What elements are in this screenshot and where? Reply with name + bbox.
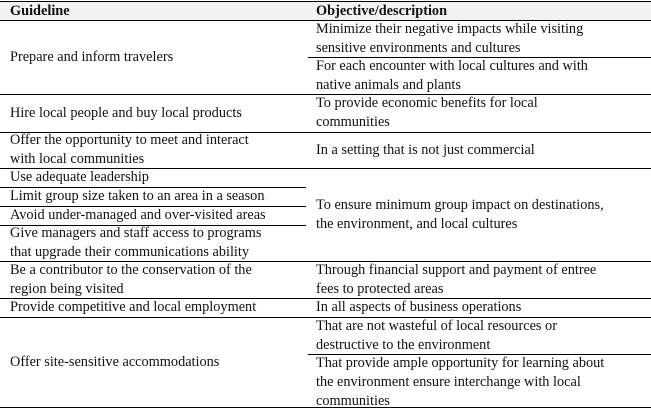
objective-line: the environment ensure interchange with local — [316, 374, 581, 390]
guideline-cell — [10, 224, 261, 262]
objective-line: communities — [316, 393, 390, 409]
guideline-cell: Avoid under-managed and over-visited areas — [10, 207, 266, 223]
objective-line: Through financial support and payment of entree — [316, 262, 597, 278]
objective-cell — [316, 261, 596, 299]
objective-line: To ensure minimum group impact on destinations, — [316, 197, 604, 213]
guideline-cell — [10, 261, 252, 299]
objective-line: To provide economic benefits for local — [316, 95, 538, 111]
guideline-line: that upgrade their communications ability — [10, 244, 250, 260]
objective-cell — [316, 354, 604, 411]
objective-line: Minimize their negative impacts while visiting — [316, 21, 584, 37]
guideline-cell: Use adequate leadership — [10, 169, 149, 185]
guideline-line: Be a contributor to the conservation of the — [10, 262, 252, 278]
objective-line: For each encounter with local cultures and with — [316, 58, 588, 74]
objective-cell — [316, 57, 588, 95]
objective-cell — [316, 196, 604, 234]
objective-line: fees to protected areas — [316, 281, 444, 297]
guideline-line: Offer the opportunity to meet and interact — [10, 132, 249, 148]
objective-cell — [316, 317, 557, 355]
column-header-objective: Objective/description — [316, 3, 448, 19]
guideline-cell: Offer site-sensitive accommodations — [10, 354, 220, 370]
objective-cell: In a setting that is not just commercial — [316, 142, 535, 158]
column-header-guideline: Guideline — [10, 3, 70, 19]
objective-line: destructive to the environment — [316, 337, 491, 353]
guideline-cell: Prepare and inform travelers — [10, 49, 174, 65]
objective-line: communities — [316, 114, 390, 130]
objective-line: That provide ample opportunity for learning about — [316, 355, 605, 371]
objective-cell — [316, 94, 538, 132]
objective-line: the environment, and local cultures — [316, 216, 518, 232]
objective-cell — [316, 20, 583, 58]
guideline-line: Give managers and staff access to programs — [10, 225, 262, 241]
objective-line: native animals and plants — [316, 77, 461, 93]
guideline-line: with local communities — [10, 151, 145, 167]
guideline-cell: Limit group size taken to an area in a season — [10, 188, 265, 204]
objective-cell: In all aspects of business operations — [316, 299, 522, 315]
guideline-cell: Provide competitive and local employment — [10, 299, 257, 315]
guideline-cell: Hire local people and buy local products — [10, 105, 242, 121]
objective-line: sensitive environments and cultures — [316, 40, 521, 56]
objective-line: That are not wasteful of local resources or — [316, 318, 557, 334]
guideline-line: region being visited — [10, 281, 124, 297]
guideline-cell — [10, 131, 249, 169]
